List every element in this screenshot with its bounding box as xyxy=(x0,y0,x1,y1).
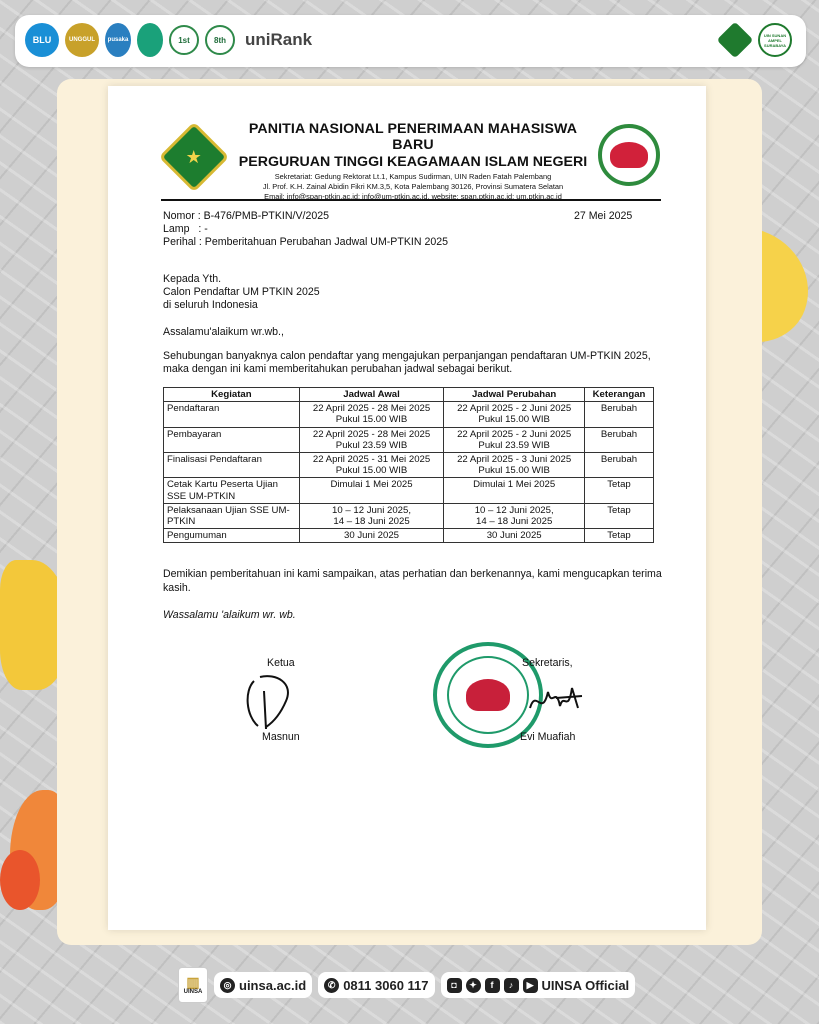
letter-date: 27 Mei 2025 xyxy=(574,210,633,222)
table-header-row xyxy=(164,388,654,402)
campus-logo xyxy=(137,23,163,57)
letterhead-title-1: PANITIA NASIONAL PENERIMAAN MAHASISWA BARU xyxy=(248,121,578,153)
uinsa-logo: UIN SUNAN AMPEL SURABAYA xyxy=(758,23,792,57)
rank-1st-logo: 1st xyxy=(169,25,199,55)
rank-8th-logo: 8th xyxy=(205,25,235,55)
col-header: Keterangan xyxy=(585,388,654,402)
chair-signature xyxy=(236,671,300,733)
letter-subject: Perihal : Pemberitahuan Perubahan Jadwal UM-PTKIN 2025 xyxy=(163,236,449,248)
letterhead-address: Sekretariat: Gedung Rektorat Lt.1, Kampus Sudirman, UIN Raden Fatah Palembang Jl. Prof. K.H. Zainal Abidin Fikri KM.3,5, Kota Palembang 30126, Provinsi Sumatera Selatan Email: info@span-ptkin.ac.id; info@um-ptkin.ac.id, website: span.ptkin.ac.id; um.ptkin.ac.id xyxy=(262,172,564,201)
letter-paper xyxy=(108,86,706,930)
greeting: Assalamu'alaikum wr.wb., xyxy=(163,326,284,338)
table-row: Pengumuman 30 Juni 2025 30 Juni 2025 Tetap xyxy=(164,529,654,543)
whatsapp-icon: ✆ xyxy=(324,978,339,993)
intro-paragraph: Sehubungan banyaknya calon pendaftar yang mengajukan perpanjangan pendaftaran UM-PTKIN 2025, maka dengan ini kami memberitahukan perubahan jadwal sebagai berikut. xyxy=(163,350,651,375)
table-row: Pembayaran 22 April 2025 - 28 Mei 2025 Pukul 23.59 WIB 22 April 2025 - 2 Juni 2025 Pukul 23.59 WIB Berubah xyxy=(164,427,654,452)
letterhead-divider xyxy=(161,199,661,201)
col-header: Jadwal Perubahan xyxy=(444,388,585,402)
footer-uinsa-logo: ▥ UINSA xyxy=(178,967,208,1003)
footer-phone[interactable]: ✆ 0811 3060 117 xyxy=(318,972,434,998)
facebook-icon: f xyxy=(485,978,500,993)
letter-number: Nomor : B-476/PMB-PTKIN/V/2025 xyxy=(163,210,330,222)
book-icon: ★ xyxy=(185,146,203,167)
twitter-icon: ✦ xyxy=(466,978,481,993)
closing-salutation: Wassalamu 'alaikum wr. wb. xyxy=(163,609,296,621)
table-row: Cetak Kartu Peserta Ujian SSE UM-PTKIN Dimulai 1 Mei 2025 Dimulai 1 Mei 2025 Tetap xyxy=(164,478,654,503)
ptkin-emblem xyxy=(598,124,660,186)
table-row: Pendaftaran 22 April 2025 - 28 Mei 2025 Pukul 15.00 WIB 22 April 2025 - 2 Juni 2025 Pukul 15.00 WIB Berubah xyxy=(164,402,654,427)
col-header: Jadwal Awal xyxy=(299,388,444,402)
letterhead xyxy=(228,121,598,202)
table-row: Finalisasi Pendaftaran 22 April 2025 - 31 Mei 2025 Pukul 15.00 WIB 22 April 2025 - 3 Juni 2025 Pukul 15.00 WIB Berubah xyxy=(164,453,654,478)
footer-social[interactable]: ◘ ✦ f ♪ ▶ UINSA Official xyxy=(441,972,636,998)
blu-logo: BLU xyxy=(25,23,59,57)
kemenag-emblem xyxy=(161,124,227,190)
logo-bar xyxy=(15,15,806,67)
col-header: Kegiatan xyxy=(164,388,300,402)
table-row: Pelaksanaan Ujian SSE UM-PTKIN 10 – 12 Juni 2025, 14 – 18 Juni 2025 10 – 12 Juni 2025, 14 – 18 Juni 2025 Tetap xyxy=(164,503,654,528)
kemenag-logo xyxy=(717,22,754,59)
chair-name: Masnun xyxy=(262,731,300,743)
decor-red-blob xyxy=(0,850,40,910)
letterhead-title-2: PERGURUAN TINGGI KEAGAMAAN ISLAM NEGERI xyxy=(238,154,588,170)
chair-role: Ketua xyxy=(267,657,295,669)
footer-website[interactable]: ◎ uinsa.ac.id xyxy=(214,972,312,998)
youtube-icon: ▶ xyxy=(523,978,538,993)
secretary-name: Evi Muafiah xyxy=(520,731,576,743)
institution-logos xyxy=(722,23,792,57)
letter-meta xyxy=(163,210,448,249)
letter-attachment: Lamp : - xyxy=(163,223,208,235)
closing-paragraph: Demikian pemberitahuan ini kami sampaikan, atas perhatian dan berkenannya, kami mengucapkan terima kasih. xyxy=(163,568,662,594)
addressee: Kepada Yth. Calon Pendaftar UM PTKIN 2025 di seluruh Indonesia xyxy=(163,273,320,311)
unirank-logo: uniRank xyxy=(245,30,313,49)
secretary-role: Sekretaris, xyxy=(522,657,573,669)
unggul-logo: UNGGUL xyxy=(65,23,99,57)
instagram-icon: ◘ xyxy=(447,978,462,993)
globe-icon: ◎ xyxy=(220,978,235,993)
schedule-table xyxy=(163,387,654,543)
pusaka-logo: pusaka xyxy=(105,23,131,57)
tiktok-icon: ♪ xyxy=(504,978,519,993)
partner-logos xyxy=(25,23,312,57)
footer-bar xyxy=(178,966,635,1004)
secretary-signature xyxy=(526,678,584,726)
uinsa-mark-icon: ▥ xyxy=(186,974,200,990)
